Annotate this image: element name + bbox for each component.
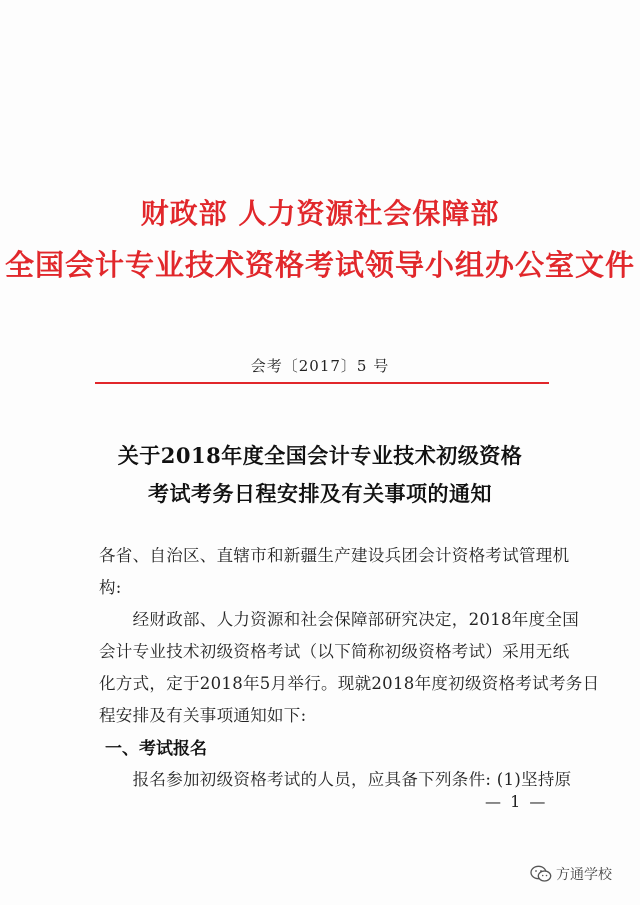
paragraph-1-line-3: 化方式，定于2018年5月举行。现就2018年度初级资格考试考务日: [99, 674, 600, 693]
paragraph-2-line-1: 报名参加初级资格考试的人员，应具备下列条件: (1)坚持原: [99, 770, 572, 789]
issuing-agency-line-1: 财政部 人力资源社会保障部: [140, 197, 500, 230]
addressee-line-2: 构:: [99, 578, 122, 597]
watermark-text: 方通学校: [556, 867, 612, 883]
paragraph-1-line-4: 程安排及有关事项通知如下:: [99, 706, 307, 725]
notice-title-line-1: 关于2018年度全国会计专业技术初级资格: [117, 443, 523, 468]
paragraph-1-line-1: 经财政部、人力资源和社会保障部研究决定，2018年度全国: [99, 610, 579, 629]
source-watermark: [530, 864, 612, 884]
notice-title-line-2: 考试考务日程安排及有关事项的通知: [148, 481, 492, 506]
addressee-line-1: 各省、自治区、直辖市和新疆生产建设兵团会计资格考试管理机: [99, 546, 570, 565]
page-number: — 1 —: [485, 792, 548, 811]
section-heading-exam-registration: 一、考试报名: [105, 739, 207, 759]
wechat-icon: [530, 865, 552, 883]
issuing-agency-line-2: 全国会计专业技术资格考试领导小组办公室文件: [4, 248, 635, 282]
paragraph-1-line-2: 会计专业技术初级资格考试（以下简称初级资格考试）采用无纸: [99, 642, 570, 661]
red-divider-line: [95, 382, 549, 384]
document-number: 会考〔2017〕5 号: [250, 357, 390, 375]
